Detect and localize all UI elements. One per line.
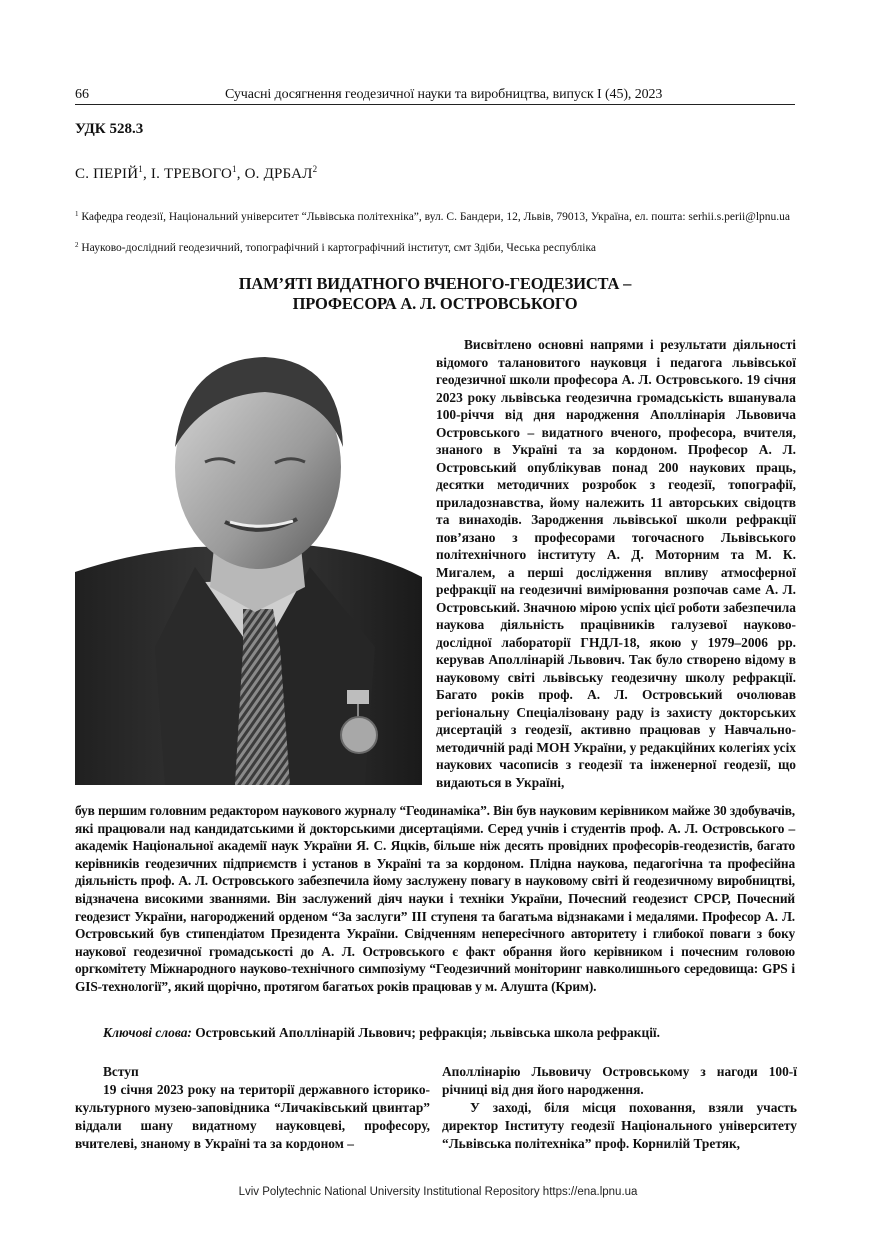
repository-footer: Lviv Polytechnic National University Institutional Repository https://ena.lpnu.ua	[238, 1186, 638, 1198]
keywords-label: Ключові слова:	[103, 1025, 192, 1040]
keywords-text: Островський Аполлінарій Львович; рефракція; львівська школа рефракції.	[191, 1025, 660, 1040]
portrait-image	[75, 347, 422, 785]
section-heading-intro: Вступ	[103, 1064, 139, 1079]
title-line-1: ПАМ’ЯТІ ВИДАТНОГО ВЧЕНОГО-ГЕОДЕЗИСТА –	[238, 274, 632, 293]
column-left	[75, 1063, 430, 1153]
body-paragraph: 19 січня 2023 року на території державного історико-культурного музею-заповідника “Личаківський цвинтар” віддали шану видатному науковцеві, професору, вчителеві, знаному в Україні та за кордоном –	[75, 1082, 430, 1151]
abstract-paragraph-part2: був першим головним редактором наукового журналу “Геодинаміка”. Він був науковим керівником майже 30 здобувачів, які працювали над кандидатськими й докторськими дисертаціями. Серед учнів і студентів проф. А. Л. Островського – академік Національної академії наук України Я. С. Яцків, більше ніж десять провідних професорів-геодезистів, багато керівників геодезичних підприємств і установ в Україні та за кордоном. Плідна наукова, педагогічна та професійна діяльність проф. А. Л. Островського забезпечила йому заслужену повагу в науковому світі й геодезичному виробництві, відзначена високими званнями. Він заслужений діяч науки і техніки України, Почесний геодезист СРСР, Почесний геодезист України, нагороджений орденом “За заслуги” III ступеня та багатьма відзнаками і медалями. Професор А. Л. Островський був стипендіатом Президента України. Свідченням непересічного авторитету і глибокої поваги з боку наукової геодезичної громадськості до А. Л. Островського є факт обрання його керівником і почесним головою оргкомітету Міжнародного науково-технічного симпозіуму “Геодезичний моніторинг навколишнього середовища: GPS і GIS-технології”, який щорічно, протягом багатьох років працював у м. Алушта (Крим).	[75, 803, 795, 994]
author-name: С. ПЕРІЙ	[75, 166, 139, 182]
abstract-paragraph-part1: Висвітлено основні напрями і результати діяльності відомого талановитого науковця і педагога львівської геодезичної школи професора А. Л. Островського. 19 січня 2023 року львівська геодезична громадськість вшанувала 100-річчя від дня народження Аполлінарія Львовича Островського – видатного вченого, професора, вчителя, знаного в Україні та за кордоном. Професор А. Л. Островський опублікував понад 200 наукових праць, десятки методичних розробок з геодезії, топографії, приладознавства, йому належить 11 авторських свідоцтв та винаходів. Зародження львівської школи рефракції пов’язано з професорами тогочасного Львівського політехнічного інституту А. Д. Моторним та М. К. Мигалем, а перші дослідження впливу атмосферної рефракції на геодезичні вимірювання розпочав саме А. Л. Островський. Значною мірою успіх цієї роботи забезпечила наукова діяльність працівників галузевої науково-дослідної лабораторії ГНДЛ-18, якою у 1979–2006 рр. керував Аполлінарій Львович. Так було створено відому в науковому світі львівську геодезичну школу рефракції. Багато років проф. А. Л. Островський очолював регіональну Спеціалізовану раду із захисту докторських дисертацій з геодезії, активно працював у Навчально-методичній раді МОН України, у редакційних колегіях усіх наукових часописів з геодезії та інженерної геодезії, що видаються в Україні,	[436, 337, 796, 790]
affiliation-text: Кафедра геодезії, Національний університет “Львівська політехніка”, вул. С. Бандери, 12, Львів, 79013, Україна, ел. пошта: serhii.s.perii@lpnu.ua	[81, 211, 791, 223]
column-right	[442, 1063, 797, 1153]
running-head	[75, 86, 795, 105]
abstract-full-width	[75, 802, 795, 996]
affiliation-mark: 1	[138, 164, 143, 174]
keywords	[103, 1025, 660, 1041]
article-title	[75, 274, 795, 314]
journal-title: Сучасні досягнення геодезичної науки та виробництва, випуск I (45), 2023	[225, 87, 663, 102]
affiliation-mark: 2	[75, 241, 79, 249]
affiliation-text: Науково-дослідний геодезичний, топографічний і картографічний інститут, смт Здіби, Чеська республіка	[81, 242, 596, 254]
affiliation-mark: 2	[312, 164, 318, 174]
portrait-photo	[75, 347, 422, 785]
title-line-2: ПРОФЕСОРА А. Л. ОСТРОВСЬКОГО	[292, 294, 578, 313]
abstract-wrapped	[436, 336, 796, 791]
affiliation-1	[75, 206, 795, 225]
author-name: І. ТРЕВОГО	[150, 166, 233, 182]
body-paragraph: Аполлінарію Львовичу Островському з нагоди 100-ї річниці від дня його народження.	[442, 1064, 797, 1097]
udk-code: УДК 528.3	[75, 121, 144, 137]
author-name: О. ДРБАЛ	[244, 166, 313, 182]
body-paragraph: У заході, біля місця поховання, взяли участь директор Інституту геодезії Національного університету “Львівська політехніка” проф. Корнилій Третяк,	[442, 1100, 797, 1151]
page-number: 66	[75, 87, 89, 102]
author-list: С. ПЕРІЙ$^1$, І. ТРЕВОГО$^1$, О. ДРБАЛ$^2$	[75, 164, 318, 182]
affiliation-mark: 1	[232, 164, 237, 174]
affiliation-2	[75, 237, 795, 256]
affiliation-mark: 1	[75, 210, 79, 218]
